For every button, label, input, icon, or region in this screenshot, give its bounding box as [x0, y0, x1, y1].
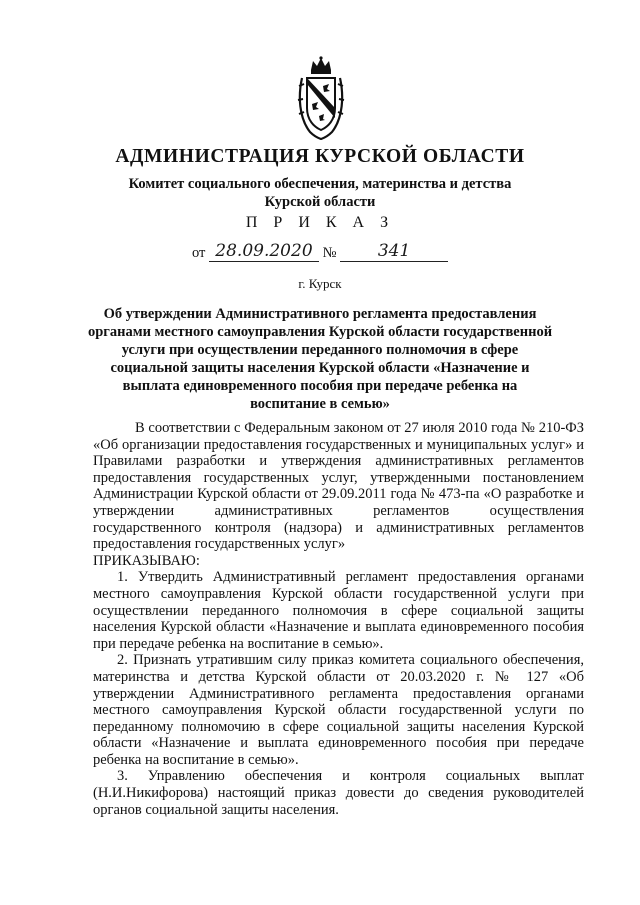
- order-body: [93, 420, 584, 818]
- document-type: П Р И К А З: [245, 214, 395, 231]
- city-name: г. Курск: [298, 276, 342, 291]
- committee-line-2: Курской области: [264, 194, 376, 210]
- order-item-2: 2. Признать утратившим силу приказ комитета социального обеспечения, материнства и детства Курской области от 20.03.2020 г. № 127 «Об утверждении Административного регламента предоставления органами местного самоуправления Курской области государственной услуги по переданному полномочию в сфере социальной защиты населения Курской области «Назначение и выплата единовременного пособия при передаче ребенка на воспитание в семью».: [93, 652, 584, 768]
- committee-line-1: Комитет социального обеспечения, материнства и детства: [128, 176, 512, 192]
- handwritten-number: 341: [340, 242, 448, 262]
- order-word: ПРИКАЗЫВАЮ:: [93, 552, 200, 569]
- date-prefix: от: [191, 245, 206, 261]
- order-item-1: 1. Утвердить Административный регламент предоставления органами местного самоуправления Курской области государственной услуги при осуществлении переданного полномочия в сфере социальной защиты населения Курской области «Назначение и выплата единовременного пособия при передаче ребенка на воспитание в семью».: [93, 569, 584, 652]
- committee-name: [0, 175, 640, 211]
- number-prefix: №: [322, 245, 337, 261]
- authority-title: АДМИНИСТРАЦИЯ КУРСКОЙ ОБЛАСТИ: [115, 146, 525, 167]
- order-date-number: [0, 242, 640, 262]
- handwritten-date: 28.09.2020: [209, 242, 319, 262]
- kursk-coat-of-arms-icon: [296, 56, 346, 140]
- subject-text: Об утверждении Административного регламента предоставления органами местного самоуправления Курской области государственной услуги при осуществлении переданного полномочия в сфере социальной защиты населения Курской области «Назначение и выплата единовременного пособия при передаче ребенка на воспитание в семью»: [87, 306, 553, 412]
- order-item-3: 3. Управлению обеспечения и контроля социальных выплат (Н.И.Никифорова) настоящий приказ довести до сведения руководителей органов социальной защиты населения.: [93, 768, 584, 818]
- order-subject: [0, 305, 640, 413]
- preamble-paragraph: В соответствии с Федеральным законом от 27 июля 2010 года № 210-ФЗ «Об организации предоставления государственных и муниципальных услуг» и Правилами разработки и утверждения административных регламентов предоставления государственных услуг, утвержденными постановлением Администрации Курской области от 29.09.2011 года № 473-па «О разработке и утверждении административных регламентов осуществления государственного контроля (надзора) и административных регламентов предоставления государственных услуг»: [93, 420, 584, 553]
